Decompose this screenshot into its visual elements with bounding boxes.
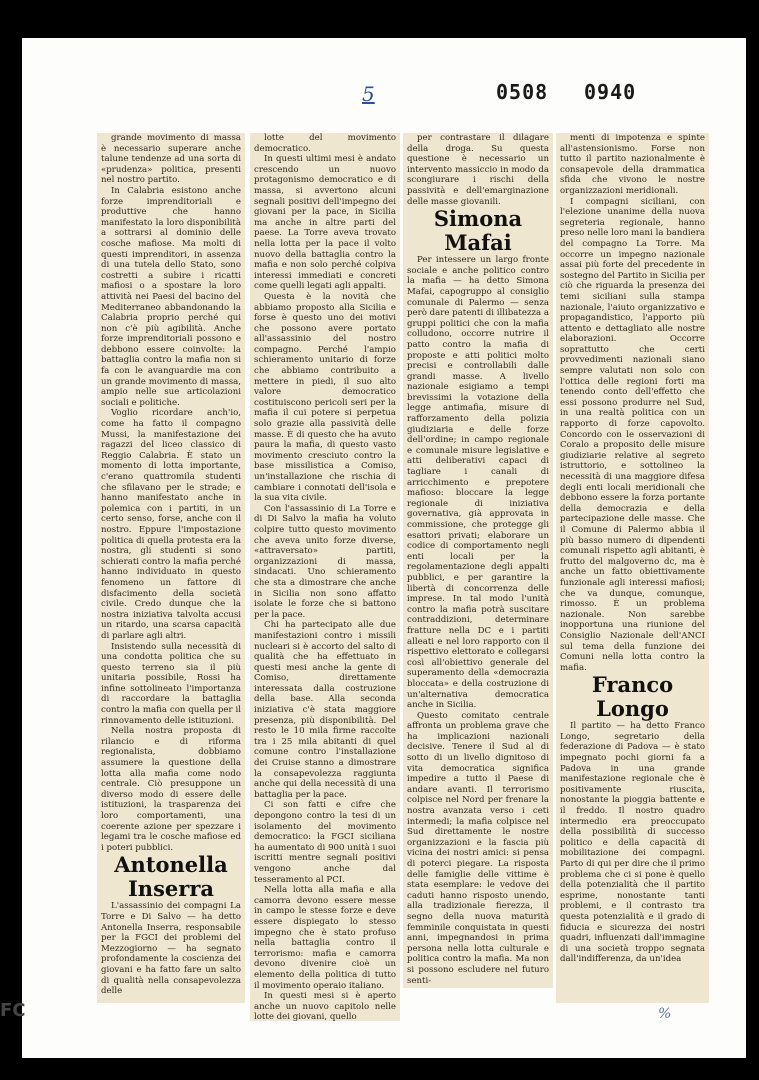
column-1-paragraph: In Calabria esistono anche forze imprenditoriali e produttive che hanno manifestato la loro disponibilità a sottrarsi al dominio delle cosche mafiose. Ma molti di questi imprenditori, in assenza di una tutela dello Stato, sono costretti a subire i ricatti mafiosi o a spostare la loro attività nei Paesi del bacino del Mediterraneo abbandonando la Calabria proprio perché qui non c'è più agibilità. Anche forze imprenditoriali possono e debbono essere coinvolte: la battaglia contro la mafia non si fa con le avanguardie ma con un grande movimento di massa, ampio nelle sue articolazioni sociali e politiche. xyxy=(101,185,241,408)
column-2-paragraph: Ci son fatti e cifre che depongono contro la tesi di un isolamento del movimento democratico: la FGCI siciliana ha aumentato di 900 unità i suoi iscritti mentre segnali positivi vengono anche dal tesseramento al PCI. xyxy=(254,800,396,885)
archive-stamp-right: 0940 xyxy=(584,80,637,104)
column-4-paragraph: menti di impotenza e spinte all'astensionismo. Forse non tutto il partito nazionalmente è consapevole della drammatica sfida che vivono le nostre organizzazioni meridionali. xyxy=(560,133,705,196)
archive-stamp-left: 0508 xyxy=(496,80,549,104)
scanned-page xyxy=(22,38,746,1058)
column-4-paragraph: I compagni siciliani, con l'elezione unanime della nuova segreteria regionale, hanno preso nelle loro mani la bandiera del compagno La Torre. Ma occorre un impegno nazionale assai più forte del precedente in sostegno del Partito in Sicilia per ciò che riguarda la presenza dei temi siciliani sulla stampa nazionale, l'aiuto organizzativo e propagandistico, l'apporto più attento e dettagliato alle nostre elaborazioni. Occorre soprattutto che certi provvedimenti nazionali siano sempre valutati non solo con l'ottica delle regioni forti ma tenendo conto dell'effetto che essi possono produrre nel Sud, in una realtà politica con un rapporto di forze capovolto. Concordo con le osservazioni di Coralo a proposito delle misure giudiziarie relative al segreto istruttorio, e sottolineo la necessità di una maggiore difesa degli enti locali meridionali che debbono essere la forza portante della democrazia e della partecipazione delle masse. Che il Comune di Palermo abbia il più basso numero di dipendenti comunali rispetto agli abitanti, è frutto del malgoverno dc, ma è anche un fatto obiettivamente funzionale agli interessi mafiosi; che va dunque, comunque, rimosso. È un problema nazionale. Non sarebbe inopportuna una riunione del Consiglio Nazionale dell'ANCI sul tema della funzione dei Comuni nella lotta contro la mafia. xyxy=(560,196,705,673)
speaker-heading-longo: Franco Longo xyxy=(591,672,674,722)
newspaper-column-1 xyxy=(97,133,245,1003)
watermark: FC xyxy=(0,1000,26,1021)
column-1-paragraph: Insistendo sulla necessità di una condotta politica che su questo terreno sia il più unitaria possibile, Rossi ha infine sottolineato l'importanza di raccordare la battaglia contro la mafia con quella per il rinnovamento delle istituzioni. xyxy=(101,641,241,726)
handwritten-corner-mark: % xyxy=(658,1006,672,1022)
column-2-paragraph: lotte del movimento democratico. xyxy=(254,133,396,154)
column-1-paragraph: L'assassinio dei compagni La Torre e Di Salvo — ha detto Antonella Inserra, responsabile per la FGCI dei problemi del Mezzogiorno — ha segnato profondamente la coscienza dei giovani e ha fatto fare un salto di qualità nella consapevolezza delle xyxy=(101,901,241,997)
column-2-paragraph: Con l'assassinio di La Torre e di Di Salvo la mafia ha voluto colpire tutto questo movimento che aveva unito forze diverse, «attraversato» partiti, organizzazioni di massa, sindacati. Uno schieramento che sta a dimostrare che anche in Sicilia non sono affatto isolate le forze che si battono per la pace. xyxy=(254,503,396,620)
column-3-paragraph: per contrastare il dilagare della droga. Su questa questione è necessario un intervento massiccio in modo da scongiurare i rischi della passività e dell'emarginazione delle masse giovanili. xyxy=(407,133,549,207)
column-2-paragraph: Nella lotta alla mafia e alla camorra devono essere messe in campo le stesse forze e deve essere dispiegato lo stesso impegno che è stato profuso nella battaglia contro il terrorismo: mafia e camorra devono divenire cioè un elemento della politica di tutto il movimento operaio italiano. xyxy=(254,885,396,991)
speaker-heading-inserra: Antonella Inserra xyxy=(114,852,228,902)
handwritten-page-number: 5 xyxy=(362,82,375,106)
speaker-heading-mafai: Simona Mafai xyxy=(433,206,523,256)
newspaper-column-2 xyxy=(250,133,400,1021)
newspaper-column-4 xyxy=(556,133,709,1003)
newspaper-column-3 xyxy=(403,133,553,988)
column-3-paragraph: Per intessere un largo fronte sociale e anche politico contro la mafia — ha detto Simona Mafai, capogruppo al consiglio comunale di Palermo — senza però dare patenti di illibatezza a gruppi politici che con la mafia colludono, occorre nutrire il patto contro la mafia di proposte e atti politici molto precisi e controllabili dalle grandi masse. A livello nazionale esigiamo a tempi brevissimi la votazione della legge antimafia, misure di rafforzamento della polizia giudiziaria e delle forze dell'ordine; in campo regionale e comunale misure legislative e atti deliberativi capaci di tagliare i canali di arricchimento e prepotere mafioso: bloccare la legge regionale di iniziativa governativa, già approvata in commissione, che protegge gli esattori privati; elaborare un codice di comportamento negli enti locali per la regolamentazione degli appalti pubblici, e per garantire la libertà di concorrenza delle imprese. In tal modo l'unità contro la mafia potrà suscitare contraddizioni, determinare fratture nella DC e i partiti alleati e nel loro rapporto con il rispettivo elettorato e collegarsi così all'obiettivo generale del superamento della «democrazia bloccata» e della costruzione di un'alternativa democratica anche in Sicilia. xyxy=(407,255,549,711)
column-2-paragraph: Questa è la novità che abbiamo proposto alla Sicilia e forse è questo uno dei motivi che possono avere portato all'assassinio del nostro compagno. Perché l'ampio schieramento unitario di forze che abbiamo contribuito a mettere in piedi, il suo alto valore democratico costituiscono pericoli seri per la mafia il cui potere si perpetua solo grazie alla passività delle masse. È di questo che ha avuto paura la mafia, di questo vasto movimento cresciuto contro la base missilistica a Comiso, un'installazione che rischia di cambiare i connotati dell'isola e la sua vita civile. xyxy=(254,291,396,504)
column-2-paragraph: In questi ultimi mesi è andato crescendo un nuovo protagonismo democratico e di massa, si avvertono alcuni segnali positivi dell'impegno dei giovani per la pace, in Sicilia ma anche in altre parti del paese. La Torre aveva trovato nella lotta per la pace il volto nuovo della battaglia contro la mafia e non solo perché colpiva interessi immediati e concreti come quelli legati agli appalti. xyxy=(254,154,396,292)
column-1-paragraph: Voglio ricordare anch'io, come ha fatto il compagno Mussi, la manifestazione dei ragazzi del liceo classico di Reggio Calabria. È stato un momento di lotta importante, c'erano quattromila studenti che sfilavano per le strade; e hanno manifestato anche in polemica con i partiti, in un certo senso, forse, anche con il nostro. Eppure l'impostazione politica di quella protesta era la nostra, gli studenti si sono schierati contro la mafia perché hanno individuato in questo fenomeno un fattore di disfacimento della società civile. Credo dunque che la nostra iniziativa talvolta accusi un ritardo, una scarsa capacità di parlare agli altri. xyxy=(101,408,241,641)
column-2-paragraph: In questi mesi si è aperto anche un nuovo capitolo nelle lotte dei giovani, quello xyxy=(254,991,396,1021)
column-1-paragraph: grande movimento di massa è necessario superare anche talune tendenze ad una sorta di «prudenza» politica, presenti nel nostro partito. xyxy=(101,133,241,186)
column-3-paragraph: Questo comitato centrale affronta un problema grave che ha implicazioni nazionali decisive. Tenere il Sud al di sotto di un livello dignitoso di vita democratica significa impedire a tutto il Paese di andare avanti. Il terrorismo colpisce nel Nord per frenare la nostra avanzata verso i ceti intermedi; la mafia colpisce nel Sud direttamente le nostre organizzazioni e la fascia più vicina dei nostri amici: si pensa di poterci piegare. La risposta delle famiglie delle vittime è stata esemplare: le vedove dei caduti hanno risposto unendo, alla tradizionale fierezza, il segno della nuova maturità femminile conquistata in questi anni, impegnandosi in prima persona nella lotta culturale e politica contro la mafia. Ma non si possono escludere nel futuro senti- xyxy=(407,710,549,986)
column-4-paragraph: Il partito — ha detto Franco Longo, segretario della federazione di Padova — è stato impegnato pochi giorni fa a Padova in una grande manifestazione regionale che è positivamente riuscita, nonostante la pioggia battente e il freddo. Il nostro quadro intermedio era preoccupato della possibilità di successo politico e della capacità di mobilitazione dei compagni. Parto di qui per dire che il primo problema che ci si pone è quello della potenzialità che il partito esprime, nonostante tanti problemi, e il contrasto tra questa potenzialità e il grado di fiducia e sicurezza dei nostri quadri, influenzati dall'immagine di una società troppo segnata dall'indifferenza, da un'idea xyxy=(560,721,705,965)
column-1-paragraph: Nella nostra proposta di rilancio e di riforma regionalista, dobbiamo assumere la questione della lotta alla mafia come nodo centrale. Ciò presuppone un diverso modo di essere delle istituzioni, la trasparenza dei loro comportamenti, una coerente azione per spezzare i legami tra le cosche mafiose ed i poteri pubblici. xyxy=(101,726,241,853)
column-2-paragraph: Chi ha partecipato alle due manifestazioni contro i missili nucleari si è accorto del salto di qualità che ha effettuato in questi mesi anche la gente di Comiso, direttamente interessata dalla costruzione della base. Alla seconda iniziativa c'è stata maggiore presenza, più disponibilità. Del resto le 10 mila firme raccolte tra i 25 mila abitanti di quel comune contro l'installazione dei Cruise stanno a dimostrare la consapevolezza raggiunta anche qui della necessità di una battaglia per la pace. xyxy=(254,620,396,800)
